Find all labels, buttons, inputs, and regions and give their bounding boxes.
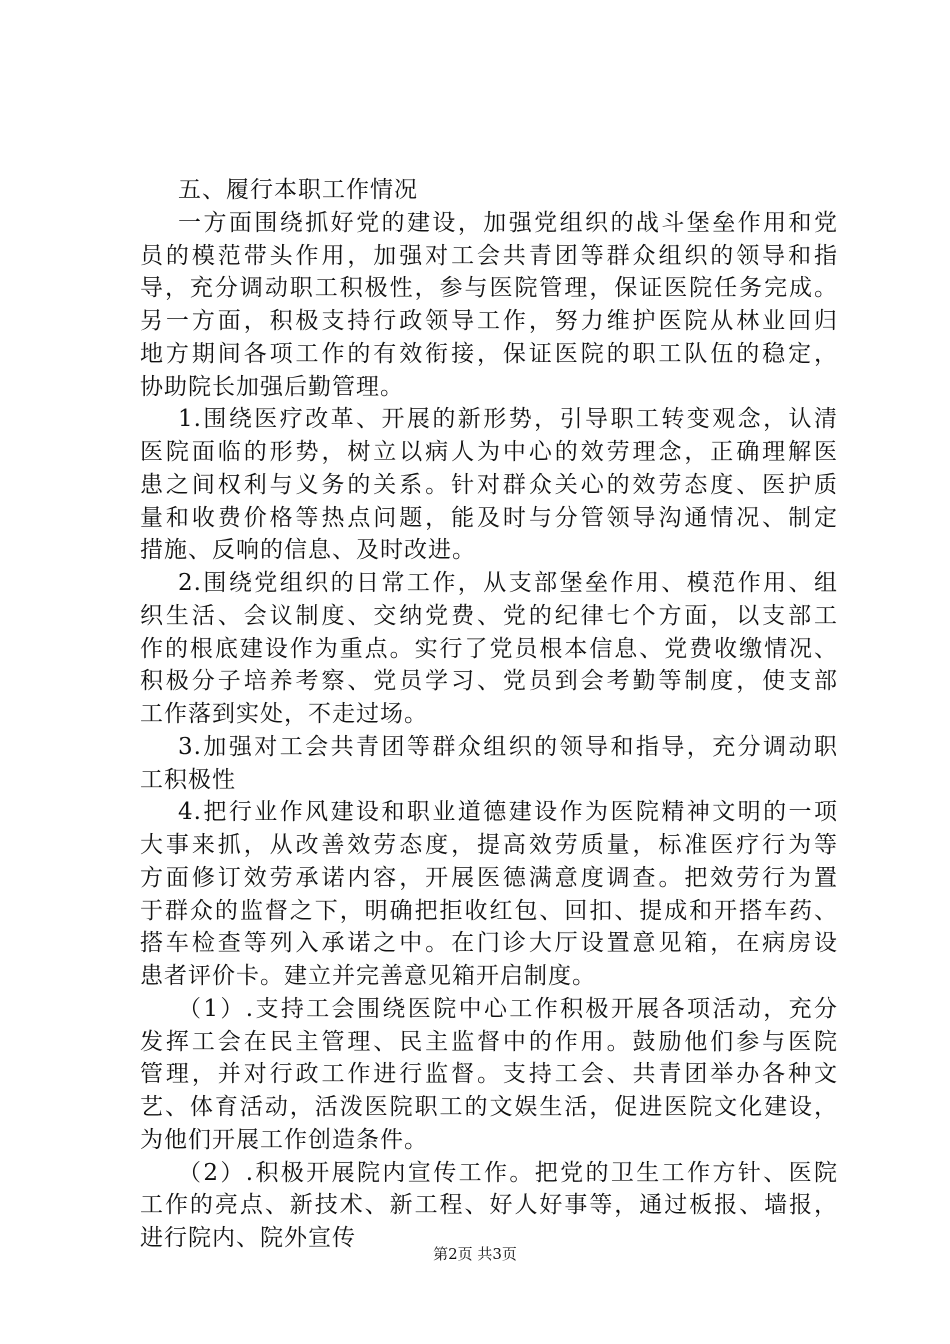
text-line: 1.围绕医疗改革、开展的新形势，引导职工转变观念，认清 <box>178 406 838 433</box>
text-line: 量和收费价格等热点问题，能及时与分管领导沟通情况、制定 <box>140 504 838 531</box>
text-line: 协助院长加强后勤管理。 <box>140 373 404 400</box>
text-line: 艺、体育活动，活泼医院职工的文娱生活，促进医院文化建设， <box>140 1094 838 1120</box>
text-line: 作的根底建设作为重点。实行了党员根本信息、党费收缴情况、 <box>140 635 838 662</box>
text-line: 发挥工会在民主管理、民主监督中的作用。鼓励他们参与医院 <box>140 1028 838 1055</box>
text-line: 大事来抓，从改善效劳态度，提高效劳质量，标准医疗行为等 <box>140 832 838 858</box>
text-line: 3.加强对工会共青团等群众组织的领导和指导，充分调动职 <box>178 733 838 760</box>
paragraph <box>140 796 838 993</box>
text-line: 医院面临的形势，树立以病人为中心的效劳理念，正确理解医 <box>140 439 838 465</box>
paragraph <box>140 174 838 207</box>
text-line: 方面修订效劳承诺内容，开展医德满意度调查。把效劳行为置 <box>140 864 838 891</box>
paragraph <box>140 731 838 797</box>
text-line: 积极分子培养考察、党员学习、党员到会考勤等制度，使支部 <box>140 668 838 695</box>
paragraph <box>140 993 838 1157</box>
text-line: 搭车检查等列入承诺之中。在门诊大厅设置意见箱，在病房设 <box>140 930 838 957</box>
text-line: 织生活、会议制度、交纳党费、党的纪律七个方面，以支部工 <box>140 602 838 629</box>
text-line: 患之间权利与义务的关系。针对群众关心的效劳态度、医护质 <box>140 471 838 498</box>
text-line: 员的模范带头作用，加强对工会共青团等群众组织的领导和指 <box>140 242 838 269</box>
text-line: 患者评价卡。建立并完善意见箱开启制度。 <box>140 963 596 989</box>
text-line: 另一方面，积极支持行政领导工作，努力维护医院从林业回归 <box>140 308 838 334</box>
text-line: 进行院内、院外宣传 <box>140 1225 356 1251</box>
text-line: 五、履行本职工作情况 <box>178 177 418 203</box>
text-line: 工作的亮点、新技术、新工程、好人好事等，通过板报、墙报， <box>140 1192 838 1219</box>
text-line: 措施、反响的信息、及时改进。 <box>140 537 476 564</box>
page-footer: 第2页 共3页 <box>433 1245 517 1263</box>
paragraph <box>140 567 838 731</box>
text-line: （1）.支持工会围绕医院中心工作积极开展各项活动，充分 <box>178 995 838 1022</box>
text-line: 管理，并对行政工作进行监督。支持工会、共青团举办各种文 <box>140 1061 838 1088</box>
text-line: （2）.积极开展院内宣传工作。把党的卫生工作方针、医院 <box>178 1159 838 1186</box>
text-line: 一方面围绕抓好党的建设，加强党组织的战斗堡垒作用和党 <box>178 209 838 236</box>
text-line: 导，充分调动职工积极性，参与医院管理，保证医院任务完成。 <box>140 275 838 302</box>
paragraph <box>140 207 838 404</box>
paragraph <box>140 1157 838 1255</box>
text-line: 地方期间各项工作的有效衔接，保证医院的职工队伍的稳定， <box>140 340 838 367</box>
text-line: 工积极性 <box>140 766 236 793</box>
text-line: 4.把行业作风建设和职业道德建设作为医院精神文明的一项 <box>178 799 838 826</box>
text-line: 工作落到实处，不走过场。 <box>140 701 428 727</box>
paragraph <box>140 403 838 567</box>
text-line: 为他们开展工作创造条件。 <box>140 1126 428 1153</box>
text-line: 于群众的监督之下，明确把拒收红包、回扣、提成和开搭车药、 <box>140 897 838 924</box>
document-body <box>140 174 838 1255</box>
text-line: 2.围绕党组织的日常工作，从支部堡垒作用、模范作用、组 <box>178 570 838 596</box>
